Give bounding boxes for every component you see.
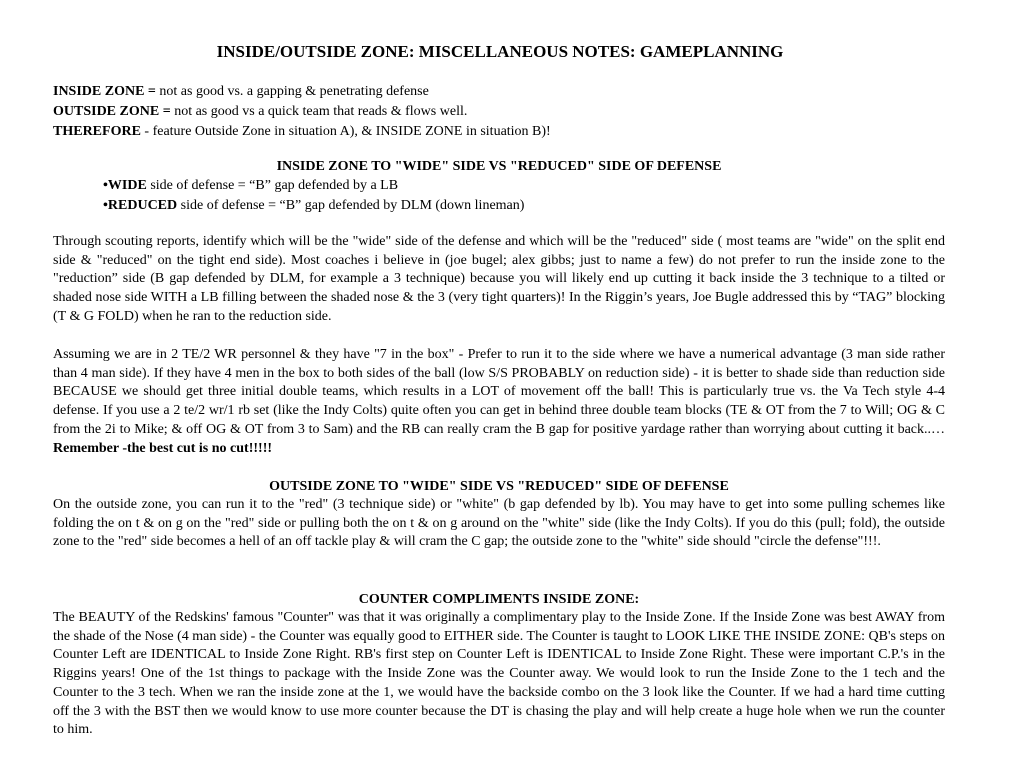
section-heading-inside-zone: INSIDE ZONE TO "WIDE" SIDE VS "REDUCED" SIDE OF DEFENSE bbox=[276, 159, 722, 174]
intro-line-inside-zone bbox=[53, 82, 973, 102]
intro-label: THEREFORE bbox=[53, 124, 141, 139]
bullet-text: side of defense = “B” gap defended by a LB bbox=[146, 178, 399, 193]
bullet-item-wide bbox=[103, 176, 903, 196]
section-heading-outside-zone: OUTSIDE ZONE TO "WIDE" SIDE VS "REDUCED" SIDE OF DEFENSE bbox=[269, 479, 729, 494]
intro-line-therefore bbox=[53, 122, 973, 142]
paragraph-scouting: Through scouting reports, identify which will be the "wide" side of the defense and which will be the "reduced" side ( most teams are "wide" on the split end side & "reduced" on the tight end side). Most coaches i believe in (joe bugel; alex gibbs; just to name a few) do not prefer to run the inside zone to the "reduction” side (B gap defended by DLM, for example a 3 technique) because you will likely end up cutting it back inside the 3 technique to a tilted or shaded nose side WITH a LB filling between the shaded nose & the 3 (very tight quarters)! In the Riggin’s years, Joe Bugle addressed this by “TAG” blocking (T & G FOLD) when he ran to the reduction side. bbox=[53, 234, 945, 324]
section-heading-counter: COUNTER COMPLIMENTS INSIDE ZONE: bbox=[358, 592, 640, 607]
page-title: INSIDE/OUTSIDE ZONE: MISCELLANEOUS NOTES: GAMEPLANNING bbox=[216, 42, 784, 61]
intro-label: INSIDE ZONE = bbox=[53, 84, 156, 99]
paragraph-text: Assuming we are in 2 TE/2 WR personnel & they have "7 in the box" - Prefer to run it to the side where we have a numerical advantage (3 man side rather than 4 man side). If they have 4 men in the box to both sides of the ball (low S/S PROBABLY on reduction side) - it is better to shade side than reduction side BECAUSE we should get three initial double teams, which results in a LOT of movement off the ball! This is particularly true vs. the Va Tech style 4-4 defense. If you use a 2 te/2 wr/1 rb set (like the Indy Colts) quite often you can get in behind three double team blocks (TE & OT from the 7 to Will; OG & C from the 2i to Mike; & off OG & OT from 3 to Sam) and the RB can really cram the B gap for positive yardage rather than worrying about cutting it back..… bbox=[53, 347, 945, 437]
bullet-label: •REDUCED bbox=[103, 198, 178, 213]
intro-line-outside-zone bbox=[53, 102, 973, 122]
intro-label: OUTSIDE ZONE = bbox=[53, 104, 171, 119]
paragraph-personnel bbox=[53, 346, 945, 458]
bullet-item-reduced bbox=[103, 196, 903, 216]
bullet-label: •WIDE bbox=[103, 178, 147, 193]
bullet-text: side of defense = “B” gap defended by DLM (down lineman) bbox=[177, 198, 525, 213]
intro-text: not as good vs a quick team that reads & flows well. bbox=[170, 104, 468, 119]
intro-text: not as good vs. a gapping & penetrating defense bbox=[155, 84, 429, 99]
intro-notes bbox=[53, 82, 973, 142]
paragraph-outside-zone: On the outside zone, you can run it to the "red" (3 technique side) or "white" (b gap defended by lb). You may have to get into some pulling schemes like folding the on t & on g on the "red" side or pulling both the on t & on g around on the "white" side (like the Indy Colts). If you do this (pull; fold), the outside zone to the "red" side becomes a hell of an off tackle play & will cram the C gap; the outside zone to the "white" side should "circle the defense"!!!. bbox=[53, 497, 945, 550]
bullet-list bbox=[103, 176, 903, 216]
paragraph-counter: The BEAUTY of the Redskins' famous "Counter" was that it was originally a complimentary play to the Inside Zone. If the Inside Zone was best AWAY from the shade of the Nose (4 man side) - the Counter was equally good to EITHER side. The Counter is taught to LOOK LIKE THE INSIDE ZONE: QB's steps on Counter Left are IDENTICAL to Inside Zone Right. RB's first step on Counter Left is IDENTICAL to Inside Zone Right. These were important C.P.'s in the Riggins years! One of the 1st things to package with the Inside Zone was the Counter away. We would look to run the Inside Zone to the 1 tech and the Counter to the 3 tech. When we ran the inside zone at the 1, we would have the backside combo on the 3 look like the Counter. If we had a hard time cutting off the 3 with the BST then we would know to use more counter because the DT is chasing the play and will help create a huge hole when we run the counter to him. bbox=[53, 610, 945, 738]
emphasis-text: Remember -the best cut is no cut!!!!! bbox=[53, 440, 273, 456]
intro-text: - feature Outside Zone in situation A), & INSIDE ZONE in situation B)! bbox=[140, 124, 551, 139]
